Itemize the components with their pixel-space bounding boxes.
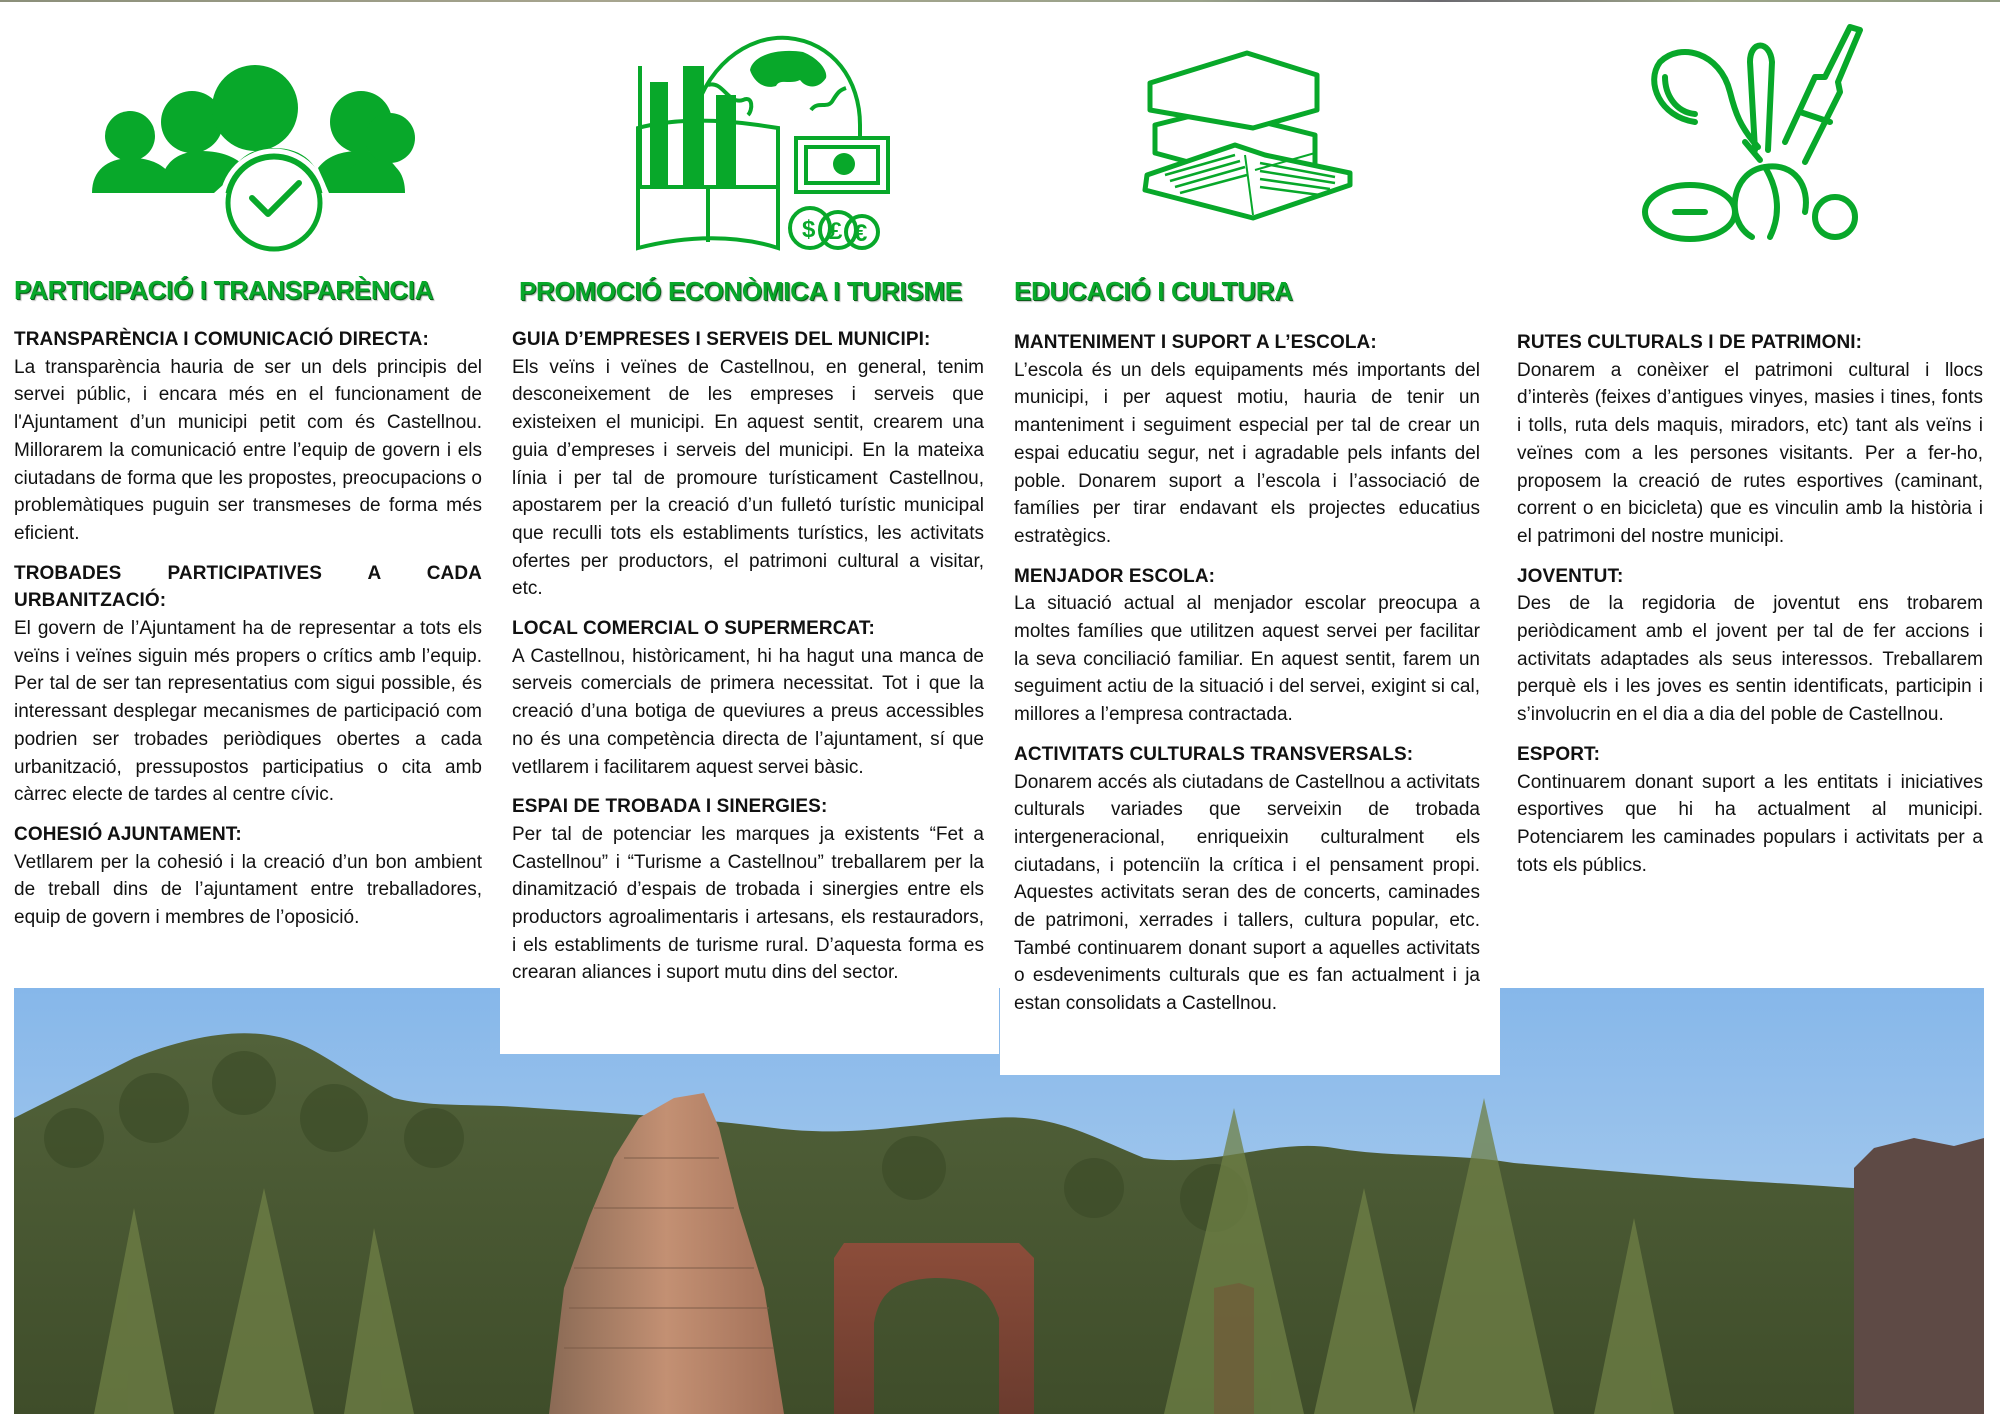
item-body: Per tal de potenciar les marques ja existents “Fet a Castellnou” i “Turisme a Castellnou” treballarem per la dinamització d’espais de trobada i sinergies entre els productors agroalimentaris i artesans, els restauradors, i els establiments de turisme rural. D’aquesta forma es crearan aliances i suport mutu dins del sector.: [512, 823, 984, 984]
svg-text:£: £: [829, 218, 843, 245]
item-body: La transparència hauria de ser un dels principis del servei públic, i encara més en el funcionament de l'Ajuntament d’un municipi petit com és Castellnou. Millorarem la comunicació entre l’equip de govern i els ciutadans de forma que les propostes, preocupacions o problemàtiques puguin ser transmeses de forma més eficient.: [14, 356, 482, 544]
sports-equipment-icon: [1640, 22, 1870, 257]
item-heading: TROBADES PARTICIPATIVES A CADA URBANITZACIÓ:: [14, 562, 482, 612]
item-body: Els veïns i veïnes de Castellnou, en general, tenim desconeixement de les empreses i serveis que existeixen el municipi. En aquest sentit, crearem una guia d’empreses i serveis del municipi. En la mateixa línia i per tal de promoure turísticament Castellnou, apostarem per la creació d’un fulletó turístic municipal que reculli tots els establiments turístics, les activitats ofertes per productors, el patrimoni cultural a visitar, etc.: [512, 356, 984, 600]
item-body: L’escola és un dels equipaments més importants del municipi, i per aquest motiu, hauria de tenir un manteniment i seguiment especial per tal de crear un espai educatiu segur, net i agradable pels infants del poble. Donarem suport a l’escola i l’associació de famílies per tirar endavant els projectes educatius estratègics.: [1014, 359, 1480, 547]
item-heading: COHESIÓ AJUNTAMENT:: [14, 823, 242, 845]
item-heading: ESPAI DE TROBADA I SINERGIES:: [512, 796, 828, 818]
item-body: Continuarem donant suport a les entitats i iniciatives esportives que hi ha actualment al municipi. Potenciarem les caminades populars i activitats per a tots els públics.: [1517, 771, 1983, 876]
item-body: Donarem accés als ciutadans de Castellnou a activitats culturals variades que serveixin de trobada intergeneracional, enriqueixin culturalment els ciutadans, i potenciïn la crítica i el pensament propi. Aquestes activitats seran des de concerts, caminades de patrimoni, xerrades i tallers, cultura popular, etc. També continuarem donant suport a aquelles activitats o esdeveniments culturals que es fan actualment i ja estan consolidats a Castellnou.: [1014, 771, 1480, 1015]
item-heading: TRANSPARÈNCIA I COMUNICACIÓ DIRECTA:: [14, 329, 429, 350]
item-heading: GUIA D’EMPRESES I SERVEIS DEL MUNICIPI:: [512, 329, 931, 350]
economy-globe-money-icon: [628, 30, 890, 257]
item-heading: MENJADOR ESCOLA:: [1014, 565, 1216, 587]
item-body: El govern de l’Ajuntament ha de representar a tots els veïns i veïnes siguin més propers o crítics amb l’equip. Per tal de ser tan representatius com sigui possible, és interessant desplegar mecanismes de participació com podrien ser trobades periòdiques obertes a cada urbanització, pressupostos participatius o cita amb càrrec electe de tardes al centre cívic.: [14, 618, 482, 806]
column-promocio: [512, 326, 984, 999]
section-title-educacio: EDUCACIÓ I CULTURA: [1014, 276, 1293, 306]
item-body: Vetllarem per la cohesió i la creació d’un bon ambient de treball dins de l’ajuntament entre treballadores, equip de govern i membres de l’oposició.: [14, 851, 482, 929]
column-cultura-joventut-esport: [1517, 329, 1983, 891]
svg-text:$: $: [802, 216, 816, 243]
item-body: Des de la regidoria de joventut ens trobarem periòdicament amb el jovent per tal de fer accions i activitats adaptades als seus interessos. Treballarem perquè els i les joves es sentin identificats, participin i s’involucrin en el dia a dia del poble de Castellnou.: [1517, 593, 1983, 726]
column-participacio: [14, 326, 482, 944]
item-heading: JOVENTUT:: [1517, 565, 1624, 587]
landscape-photo: [14, 988, 1984, 1414]
item-body: A Castellnou, històricament, hi ha hagut una manca de serveis comercials de primera necessitat. Tot i que la creació d’una botiga de queviures a preus accessibles no és una competència directa de l’ajuntament, sí que vetllarem i facilitarem aquest servei bàsic.: [512, 645, 984, 778]
item-heading: RUTES CULTURALS I DE PATRIMONI:: [1517, 332, 1863, 353]
item-heading: LOCAL COMERCIAL O SUPERMERCAT:: [512, 618, 875, 640]
section-title-participacio: PARTICIPACIÓ I TRANSPARÈNCIA: [14, 275, 434, 305]
top-photo-edge: [0, 0, 2000, 2]
item-body: La situació actual al menjador escolar preocupa a moltes famílies que utilitzen aquest servei per facilitar la seva conciliació familiar. En aquest sentit, farem un seguiment actiu de la situació i del servei, exigint si cal, millores a l’empresa contractada.: [1014, 593, 1480, 726]
item-heading: MANTENIMENT I SUPORT A L’ESCOLA:: [1014, 332, 1377, 353]
people-check-icon: [52, 48, 442, 263]
svg-text:€: €: [854, 220, 868, 247]
item-body: Donarem a conèixer el patrimoni cultural i llocs d’interès (feixes d’antigues vinyes, masies i tines, fonts i tolls, ruta dels maquis, miradors, etc) tant als veïns i veïnes com a les persones visitants. Per a fer-ho, proposem la creació de rutes esportives (caminant, corrent o en bicicleta) que es vinculin amb la història i el patrimoni del nostre municipi.: [1517, 359, 1983, 547]
column-educacio: [1014, 329, 1480, 1030]
item-heading: ESPORT:: [1517, 743, 1601, 765]
ruins-forest-illustration: [14, 988, 1984, 1414]
item-heading: ACTIVITATS CULTURALS TRANSVERSALS:: [1014, 743, 1414, 765]
books-icon: [1135, 35, 1365, 230]
section-title-promocio: PROMOCIÓ ECONÒMICA I TURISME: [519, 276, 962, 306]
